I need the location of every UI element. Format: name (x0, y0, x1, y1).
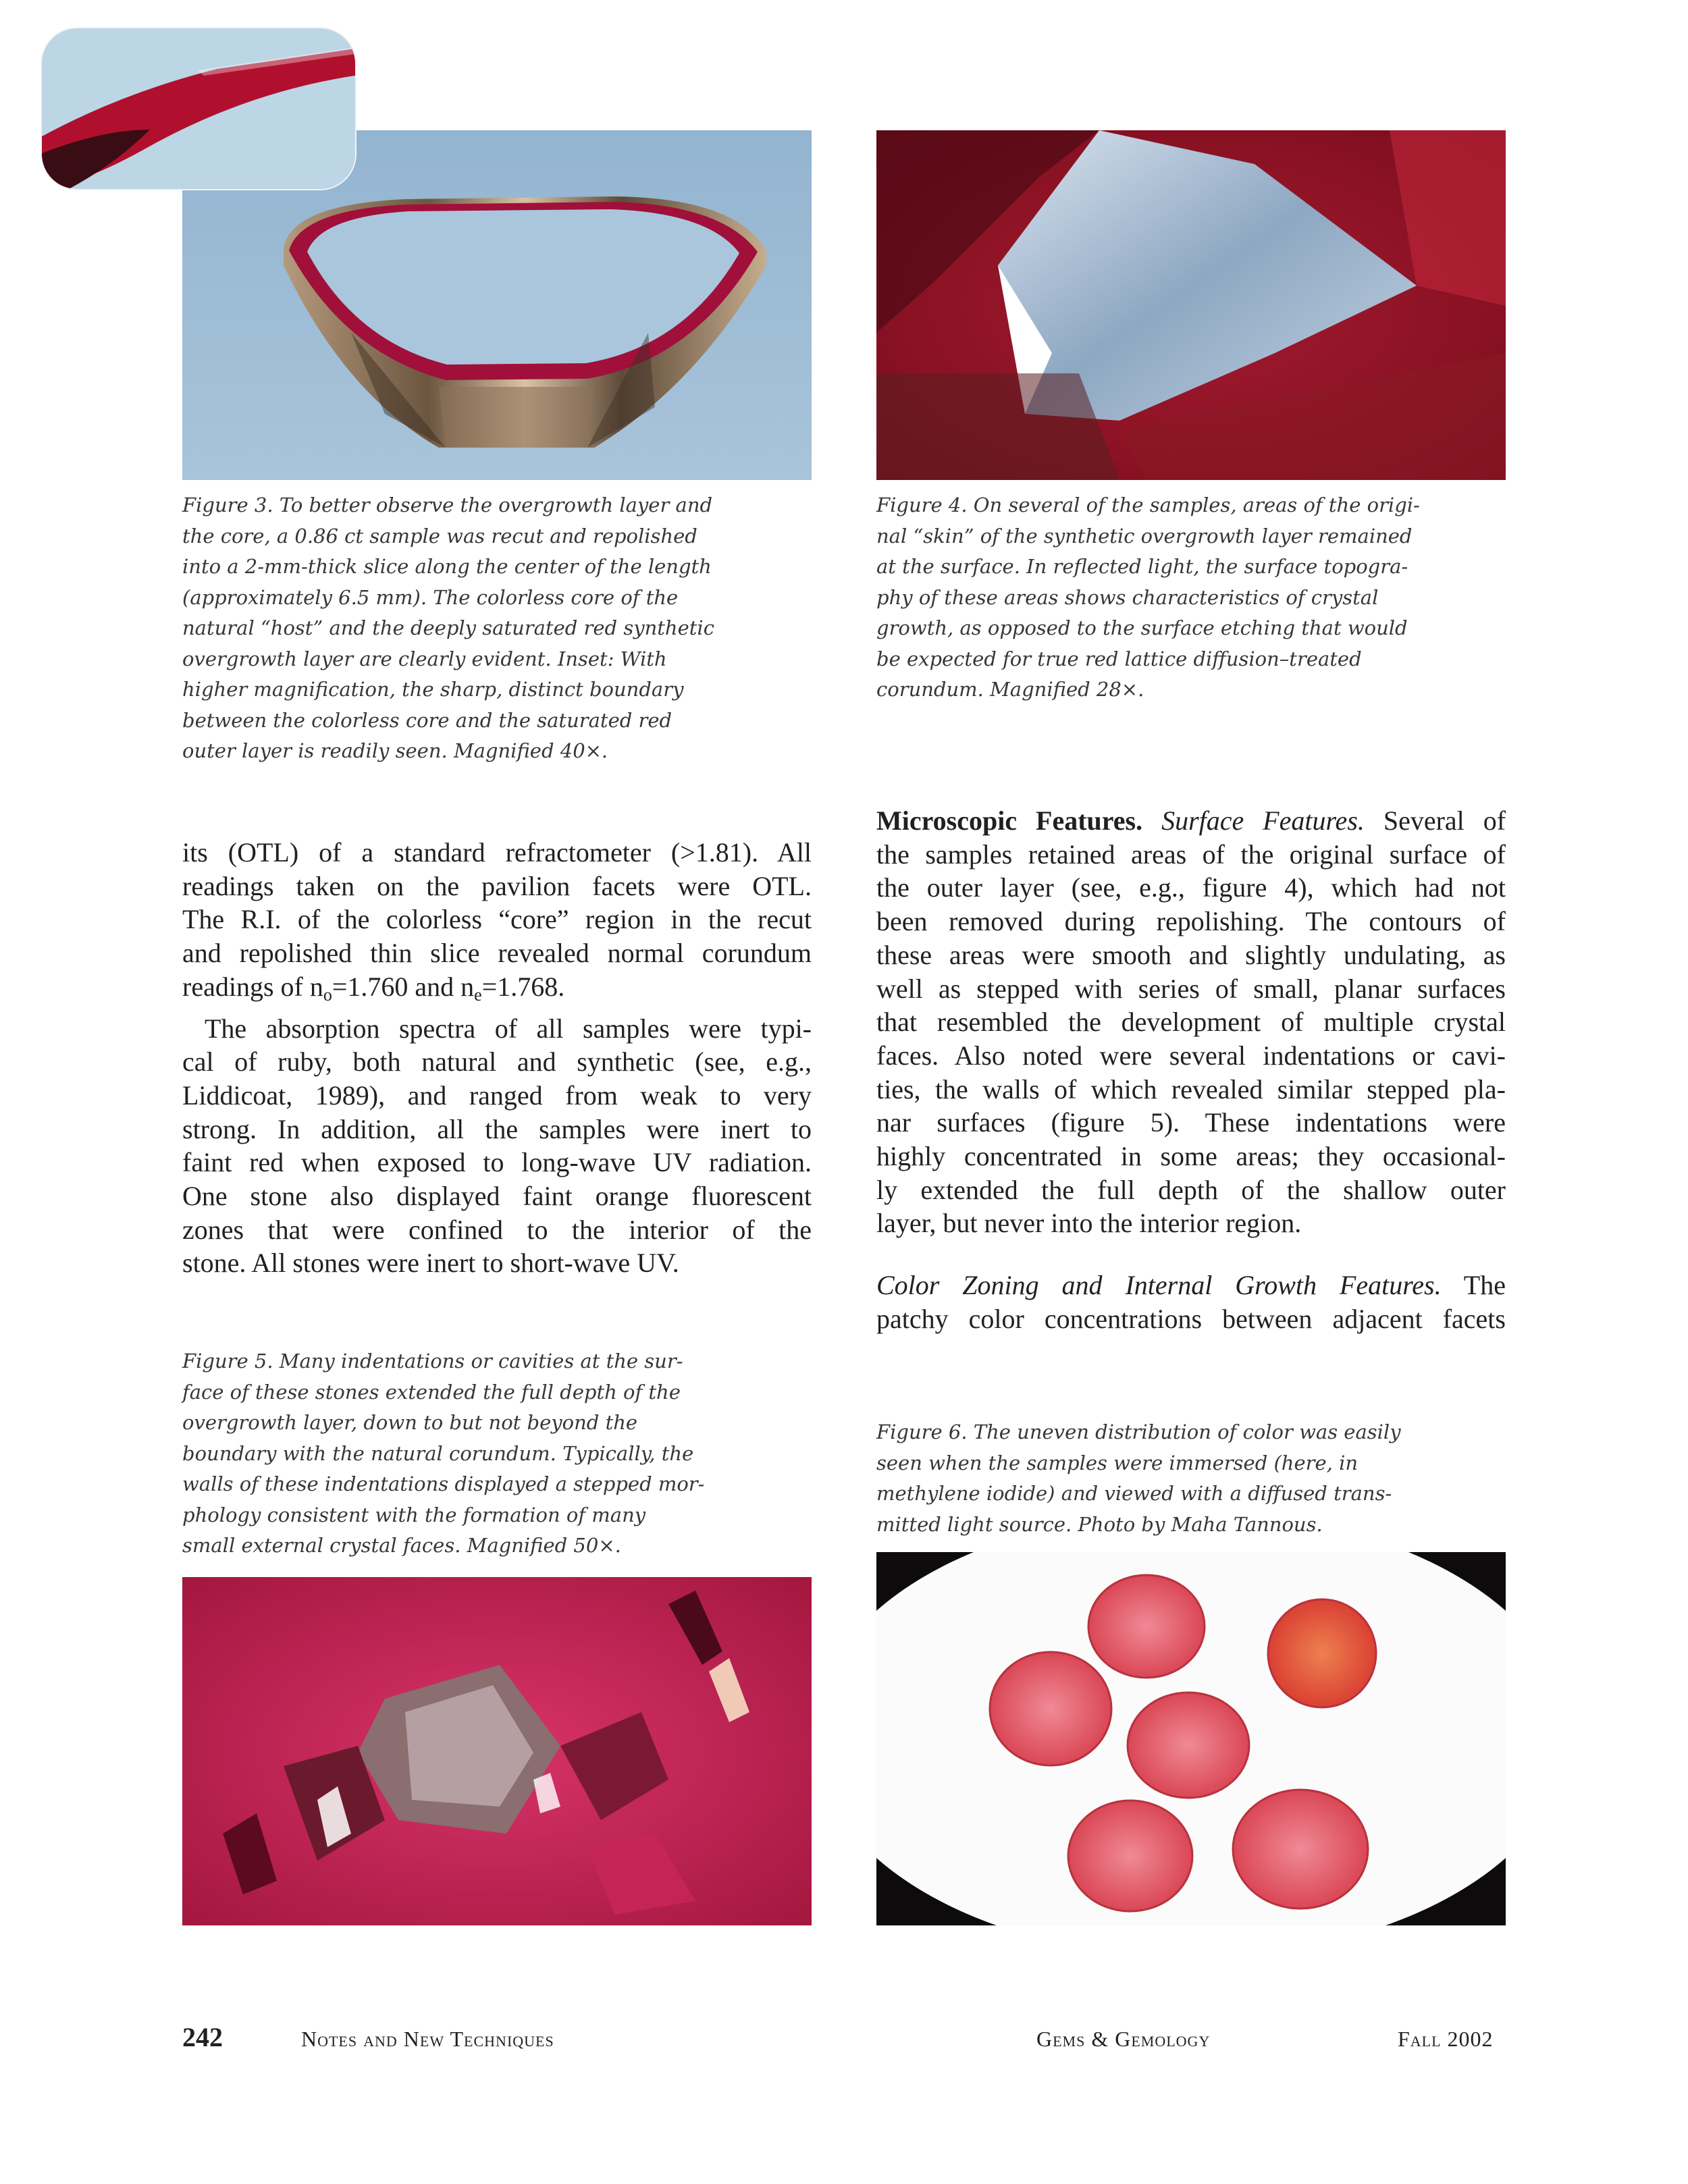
text-line: that resembled the development of multiple crystal (876, 1007, 1506, 1038)
subsection-heading: Color Zoning and Internal Growth Features. (876, 1270, 1442, 1300)
text-line: these areas were smooth and slightly undulating, as (876, 939, 1506, 970)
text-line: layer, but never into the interior region. (876, 1208, 1302, 1239)
caption-line: corundum. Magnified 28×. (876, 678, 1144, 701)
text-line: One stone also displayed faint orange fluorescent (182, 1181, 812, 1212)
section-heading-line: Microscopic Features. Surface Features. Several of (876, 805, 1506, 836)
text-line: cal of ruby, both natural and synthetic (see, e.g., (182, 1046, 812, 1077)
caption-line: into a 2-mm-thick slice along the center of the length (182, 555, 712, 578)
caption-line: seen when the samples were immersed (here, in (876, 1451, 1359, 1474)
footer-section-title: Notes and New Techniques (301, 2027, 554, 2051)
caption-line: the core, a 0.86 ct sample was recut and repolished (182, 524, 697, 548)
text-line: Liddicoat, 1989), and ranged from weak to very (182, 1080, 812, 1111)
caption-line: growth, as opposed to the surface etching that would (876, 616, 1408, 639)
caption-line: natural “host” and the deeply saturated red synthetic (182, 616, 714, 639)
subsection-heading-line: Color Zoning and Internal Growth Features. The (876, 1270, 1506, 1300)
figure-3-caption (182, 490, 790, 767)
text-line: faint red when exposed to long-wave UV radiation. (182, 1147, 812, 1178)
caption-line: higher magnification, the sharp, distinct boundary (182, 678, 684, 701)
caption-line: at the surface. In reflected light, the surface topogra- (876, 555, 1408, 578)
text-line: nar surfaces (figure 5). These indentations were (876, 1107, 1506, 1138)
left-text-column (182, 836, 812, 1280)
text-line: The absorption spectra of all samples were typi- (205, 1013, 812, 1044)
caption-line: overgrowth layer, down to but not beyond the (182, 1411, 638, 1434)
caption-line: small external crystal faces. Magnified 50×. (182, 1534, 621, 1557)
text-line: strong. In addition, all the samples were inert to (182, 1113, 812, 1144)
figure-4-caption (876, 490, 1484, 705)
text-line: well as stepped with series of small, planar surfaces (876, 973, 1506, 1004)
caption-line: (approximately 6.5 mm). The colorless core of the (182, 585, 679, 609)
caption-line: be expected for true red lattice diffusion–treated (876, 647, 1362, 670)
caption-line: Figure 5. Many indentations or cavities at the sur- (182, 1350, 683, 1373)
figure-4-photo (876, 130, 1506, 480)
text-line: its (OTL) of a standard refractometer (>1.81). All (182, 837, 812, 868)
caption-line: methylene iodide) and viewed with a diffused trans- (876, 1482, 1392, 1505)
figure-3-inset-photo (41, 27, 357, 190)
footer-journal-name: Gems & Gemology (1036, 2027, 1211, 2051)
caption-line: between the colorless core and the saturated red (182, 708, 672, 732)
page-number: 242 (182, 2022, 223, 2052)
right-text-column-continued (876, 1269, 1506, 1335)
text-line: and repolished thin slice revealed normal corundum (182, 938, 812, 969)
text-line: readings taken on the pavilion facets were OTL. (182, 870, 812, 901)
caption-line: Figure 6. The uneven distribution of color was easily (876, 1420, 1401, 1443)
figure-6-caption (876, 1417, 1484, 1540)
text-line: ly extended the full depth of the shallow outer (876, 1174, 1506, 1205)
caption-line: boundary with the natural corundum. Typically, the (182, 1441, 694, 1465)
text-line: The R.I. of the colorless “core” region in the recut (182, 904, 812, 935)
caption-line: Figure 4. On several of the samples, areas of the origi- (876, 494, 1420, 516)
figure-5-caption (182, 1346, 790, 1562)
text-line: highly concentrated in some areas; they occasional- (876, 1141, 1506, 1172)
section-heading: Microscopic Features. (876, 805, 1143, 836)
text-line: stone. All stones were inert to short-wave UV. (182, 1248, 679, 1279)
text-line: the outer layer (see, e.g., figure 4), which had not (876, 872, 1506, 903)
caption-line: walls of these indentations displayed a stepped mor- (182, 1472, 705, 1495)
caption-line: nal “skin” of the synthetic overgrowth layer remained (876, 524, 1413, 548)
footer-issue-date: Fall 2002 (1398, 2027, 1494, 2051)
figure-6-photo (876, 1552, 1506, 1925)
caption-line: phy of these areas shows characteristics of crystal (876, 585, 1379, 609)
text-line: faces. Also noted were several indentations or cavi- (876, 1040, 1506, 1071)
caption-line: phology consistent with the formation of many (182, 1503, 646, 1526)
text-line: ties, the walls of which revealed similar stepped pla- (876, 1073, 1506, 1104)
caption-line: overgrowth layer are clearly evident. Inset: With (182, 647, 667, 670)
caption-line: outer layer is readily seen. Magnified 40×. (182, 739, 608, 762)
caption-line: face of these stones extended the full depth of the (182, 1380, 681, 1404)
caption-line: Figure 3. To better observe the overgrowth layer and (182, 494, 713, 516)
text-line: patchy color concentrations between adjacent facets (876, 1303, 1506, 1334)
text-line: been removed during repolishing. The contours of (876, 906, 1506, 937)
figure-5-photo (182, 1577, 812, 1925)
right-text-column (876, 804, 1506, 1240)
subsection-heading: Surface Features. (1161, 805, 1365, 836)
text-line: zones that were confined to the interior of the (182, 1214, 812, 1245)
caption-line: mitted light source. Photo by Maha Tannous. (876, 1512, 1323, 1536)
refractive-index-readings: readings of $n_o=1.760$ and $n_e=1.768$. (182, 971, 565, 1005)
text-line: the samples retained areas of the original surface of (876, 838, 1506, 870)
